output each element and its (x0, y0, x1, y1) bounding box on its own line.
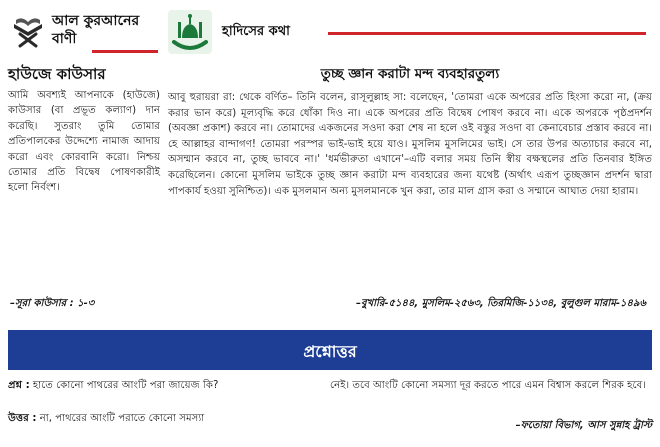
quran-article (8, 64, 160, 322)
quran-section-title-line1: আল কুরআনের (52, 13, 140, 29)
qa-question (8, 378, 308, 393)
quran-section-title-line2: বাণী (52, 31, 77, 47)
quran-article-reference: –সূরা কাউসার : ১-৩ (10, 298, 95, 309)
qa-left-column (8, 378, 308, 444)
hadith-article (168, 64, 652, 322)
quran-article-title: হাউজে কাউসার (8, 65, 106, 83)
mosque-icon (168, 10, 212, 54)
quran-article-body: আমি অবশ্যই আপনাকে (হাউজে) কাউসার (বা প্রভূত কল্যাণ) দান করেছি। সুতরাং তুমি তোমার প্রতিপালকের উদ্দেশ্যে নামাজ আদায় করো এবং কোরবানি করো। নিশ্চয় তোমার প্রতি বিদ্বেষ পোষণকারীই হলো নির্বংশ। (8, 90, 160, 194)
qa-answer-text-part2: নেই। তবে আংটি কোনো সমস্যা দূর করতে পারে এমন বিশ্বাস করলে শিরক হবে। (330, 380, 646, 391)
qa-banner (8, 330, 652, 370)
quran-section-header (8, 6, 158, 58)
hadith-section-header (168, 6, 652, 58)
hadith-header-rule (328, 32, 646, 35)
quran-stand-icon (10, 10, 46, 50)
qa-right-column (330, 378, 652, 444)
qa-answer (8, 411, 308, 426)
qa-reference: –ফতোয়া বিভাগ, আস সুন্নাহ ট্রাস্ট (515, 420, 652, 431)
hadith-article-body: আবু হুরায়রা রা: থেকে বর্ণিত– তিনি বলেন, রাসূলুল্লাহ সা: বলেছেন, 'তোমরা একে অপরের প্রতি হিংসা করো না, (ক্রয় করার ভান করে) মূল্যবৃদ্ধি করে ধোঁকা দিও না। একে অপরের প্রতি বিদ্বেষ পোষণ করবে না। একে অপরকে পৃষ্ঠপ্রদর্শন (অবজ্ঞা প্রকাশ) করবে না। তোমাদের একজনের সওদা করা শেষ না হলে ওই বস্তুর সওদা বা কেনাবেচার প্রস্তাব করবে না। হে আল্লাহর বান্দাগণ! তোমরা পরস্পর ভাই-ভাই হয়ে যাও। মুসলিম মুসলিমের ভাই। সে তার উপর অত্যাচার করবে না, অসম্মান করবে না, তুচ্ছ ভাববে না।' 'ধর্মভীরুতা এখানে'–এটি বলার সময় তিনি স্বীয় বক্ষস্থলের প্রতি তিনবার ইঙ্গিত করেছিলেন। কোনো মুসলিম ভাইকে তুচ্ছ জ্ঞান করাটা মন্দ ব্যবহারের জন্য যথেষ্ট (অর্থাৎ এরূপ তুচ্ছজ্ঞান প্রদর্শন দ্বারা পাপকার্য হওয়া সুনিশ্চিত)। এক মুসলমান অন্য মুসলমানকে খুন করা, তার মাল গ্রাস করা ও সম্মানে আঘাত দেয়া হারাম। (168, 92, 652, 197)
hadith-article-title: তুচ্ছ জ্ঞান করাটা মন্দ ব্যবহারতুল্য (320, 66, 500, 82)
hadith-article-reference: –বুখারি-৫১৪৪, মুসলিম-২৫৬৩, তিরমিজি-১১৩৪, বুলুগুল মারাম-১৪৯৬ (355, 298, 646, 309)
qa-answer-text-part1: না, পাথরের আংটি পরাতে কোনো সমস্যা (39, 413, 205, 424)
hadith-section-title: হাদিসের কথা (222, 24, 290, 39)
quran-header-rule (92, 50, 158, 53)
qa-answer-label: উত্তর : (8, 413, 37, 424)
qa-banner-title: প্রশ্নোত্তর (303, 342, 357, 361)
quran-section-title (52, 12, 139, 48)
qa-question-text: হাতে কোনো পাথরের আংটি পরা জায়েজ কি? (32, 380, 219, 391)
qa-question-label: প্রশ্ন : (8, 380, 30, 391)
